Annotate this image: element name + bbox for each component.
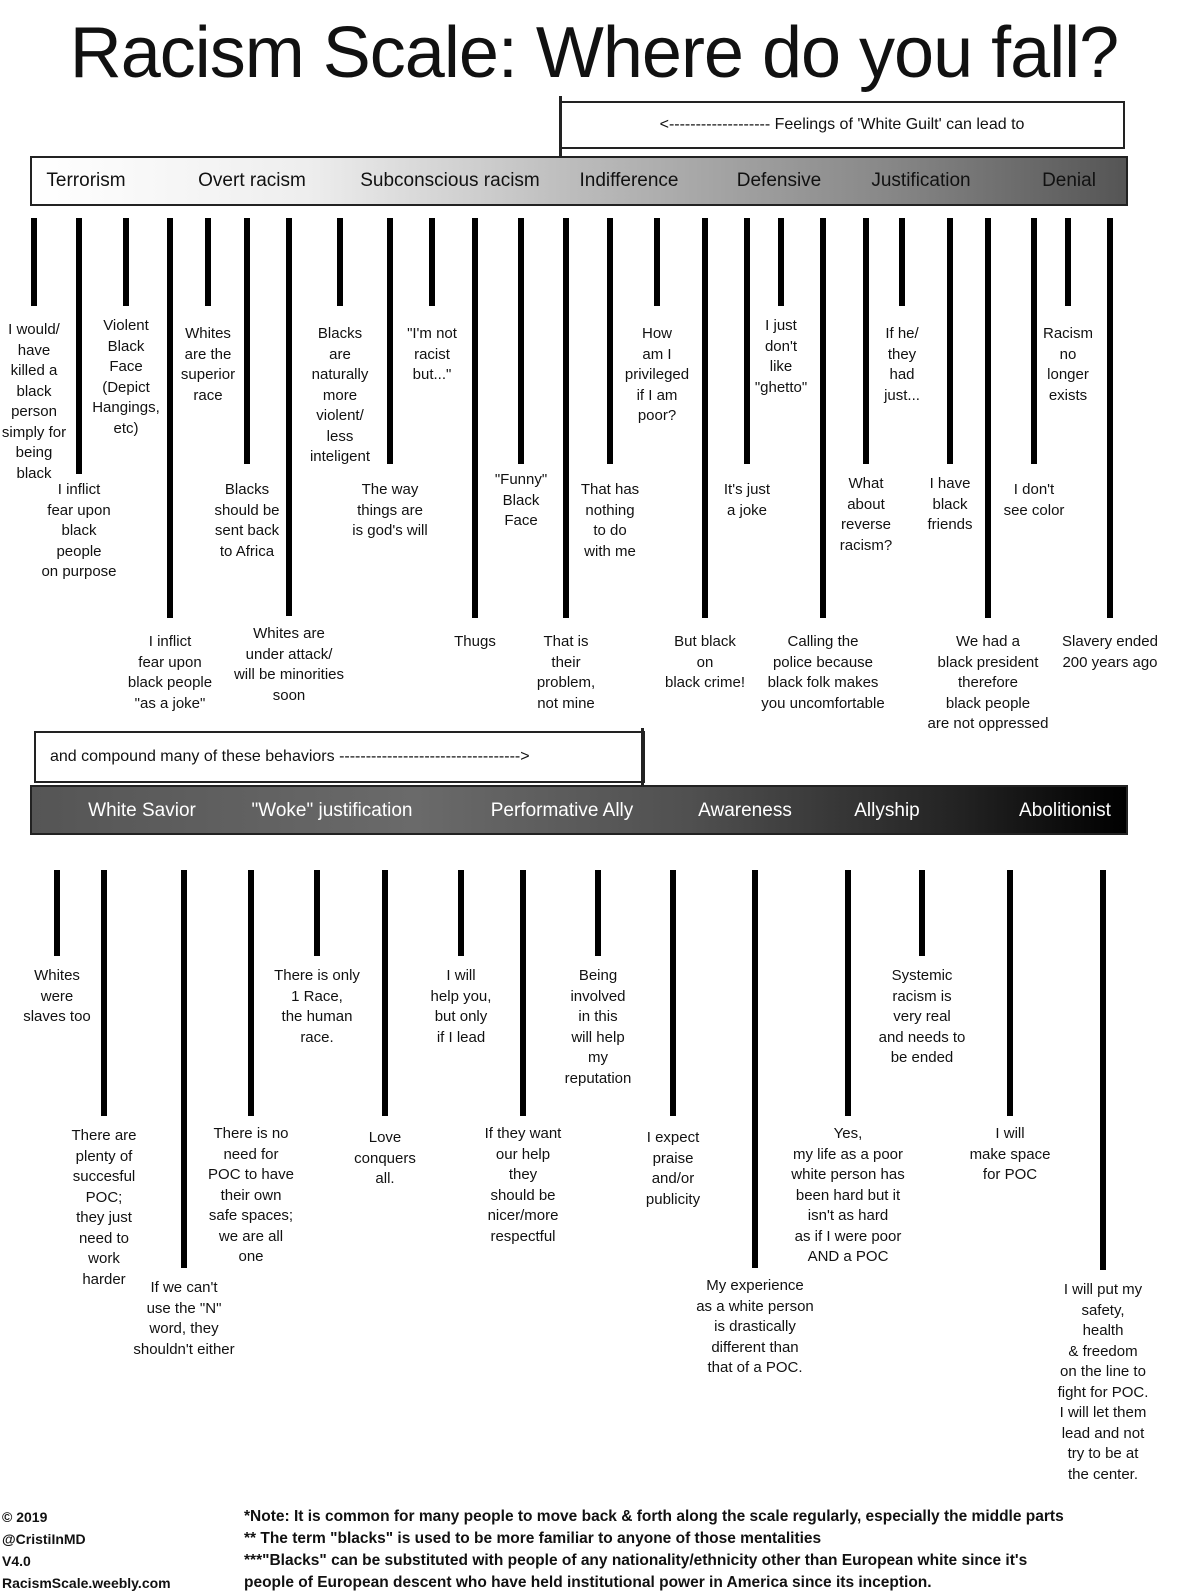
scale-item-label: If we can't use the "N" word, they shouldn't either [133, 1279, 235, 1358]
scale-marker-bar [472, 218, 478, 618]
scale-marker-bar [845, 870, 851, 1116]
scale-category: Terrorism [46, 170, 126, 191]
scale-marker-bar [337, 218, 343, 306]
scale-marker-bar [899, 218, 905, 306]
footnotes [244, 1506, 1188, 1594]
scale-item-label: "Funny" Black Face [494, 471, 548, 529]
scale-item-label: Whites were slaves too [23, 967, 91, 1025]
scale-marker-bar [985, 218, 991, 618]
scale-item-label: Violent Black Face (Depict Hangings, etc) [92, 317, 160, 437]
scale-item-label: There is only 1 Race, the human race. [274, 967, 360, 1046]
scale-category: Performative Ally [490, 800, 634, 821]
scale-category: Denial [1042, 170, 1096, 191]
scale-marker-bar [1065, 218, 1071, 306]
scale-item-label: What about reverse racism? [839, 475, 893, 554]
callout-connector [559, 96, 562, 164]
scale-marker-bar [778, 218, 784, 306]
scale-item-label: There are plenty of succesful POC; they just need to work harder [71, 1127, 137, 1288]
scale-item-label: Whites are the superior race [180, 325, 236, 404]
scale-item-label: Whites are under attack/ will be minorities soon [233, 625, 345, 704]
scale-category: Justification [871, 170, 971, 191]
scale-marker-bar [1107, 218, 1113, 618]
scale-item-label: I just don't like "ghetto" [754, 317, 808, 396]
scale-item-label: There is no need for POC to have their own safe spaces; we are all one [208, 1125, 294, 1265]
scale-marker-bar [244, 218, 250, 464]
scale-marker-bar [54, 870, 60, 956]
scale-marker-bar [101, 870, 107, 1116]
scale-marker-bar [654, 218, 660, 306]
scale-category: "Woke" justification [251, 800, 413, 821]
scale-marker-bar [595, 870, 601, 956]
scale-item-label: That has nothing to do with me [580, 481, 640, 560]
footnote: ** The term "blacks" is used to be more familiar to anyone of those mentalities [244, 1530, 822, 1547]
scale-category: Awareness [698, 800, 792, 821]
scale-marker-bar [181, 870, 187, 1268]
scale-item-label: But black on black crime! [664, 633, 746, 691]
scale-item-label: I have black friends [927, 475, 973, 533]
scale-item-label: If they want our help they should be nicer/more respectful [484, 1125, 562, 1245]
scale-item-label: The way things are is god's will [352, 481, 428, 539]
scale-marker-bar [382, 870, 388, 1116]
page-title: Racism Scale: Where do you fall? [69, 13, 1119, 93]
scale-item-label: My experience as a white person is drastically different than that of a POC. [696, 1277, 814, 1376]
scale-marker-bar [1007, 870, 1013, 1116]
scale-category: Subconscious racism [360, 170, 540, 191]
allyship-scale-band [30, 785, 1128, 835]
scale-marker-bar [1100, 870, 1106, 1270]
scale-item-label: I inflict fear upon black people "as a joke" [127, 633, 213, 712]
footnote: ***"Blacks" can be substituted with people of any nationality/ethnicity other than European white since it's [244, 1552, 1028, 1569]
scale-item-label: I expect praise and/or publicity [645, 1129, 701, 1208]
scale-item-label: How am I privileged if I am poor? [624, 325, 690, 424]
scale-item-label: Being involved in this will help my reputation [564, 967, 632, 1087]
scale-item-label: I inflict fear upon black people on purpose [41, 481, 117, 580]
footnote: people of European descent who have held institutional power in America since its inception. [244, 1574, 932, 1591]
scale-marker-bar [670, 870, 676, 1116]
scale-item-label: That is their problem, not mine [536, 633, 596, 712]
compound-behaviors-callout [34, 731, 645, 783]
footnote: *Note: It is common for many people to move back & forth along the scale regularly, especially the middle parts [244, 1508, 1064, 1525]
scale-item-label: We had a black president therefore black people are not oppressed [927, 633, 1049, 732]
scale-marker-bar [919, 870, 925, 956]
scale-category: White Savior [88, 800, 196, 821]
scale-item-label: I don't see color [1003, 481, 1065, 519]
scale-marker-bar [167, 218, 173, 618]
scale-item-label: "I'm not racist but..." [407, 325, 457, 383]
scale-marker-bar [702, 218, 708, 618]
copyright-info: © 2019 @CristiInMD V4.0 RacismScale.weebly.com [2, 1509, 171, 1591]
scale-category: Overt racism [198, 170, 306, 191]
racism-scale-band [30, 156, 1128, 206]
scale-category: Abolitionist [1019, 800, 1111, 821]
scale-item-label: If he/ they had just... [884, 325, 920, 404]
scale-item-label: Slavery ended 200 years ago [1062, 633, 1158, 671]
scale-item-label: Yes, my life as a poor white person has been hard but it isn't as hard as if I were poor AND a POC [791, 1125, 905, 1265]
scale-marker-bar [458, 870, 464, 956]
scale-category: Defensive [736, 170, 822, 191]
scale-marker-bar [947, 218, 953, 464]
scale-marker-bar [123, 218, 129, 306]
scale-item-label: I will make space for POC [969, 1125, 1051, 1183]
scale-marker-bar [820, 218, 826, 618]
scale-marker-bar [314, 870, 320, 956]
scale-item-label: Systemic racism is very real and needs to be ended [878, 967, 966, 1066]
scale-item-label: Calling the police because black folk makes you uncomfortable [761, 633, 885, 712]
scale-item-label: I will help you, but only if I lead [430, 967, 492, 1046]
scale-marker-bar [429, 218, 435, 306]
scale-item-label: I would/ have killed a black person simply for being black [1, 321, 67, 482]
scale-marker-bar [752, 870, 758, 1268]
scale-marker-bar [205, 218, 211, 306]
scale-item-label: It's just a joke [723, 481, 771, 519]
scale-item-label: Blacks should be sent back to Africa [214, 481, 280, 560]
scale-item-label: Racism no longer exists [1042, 325, 1093, 404]
scale-item-label: I will put my safety, health & freedom on the line to fight for POC. I will let them lead and not try to be at the center. [1057, 1281, 1149, 1483]
white-guilt-callout [559, 101, 1125, 149]
scale-item-label: Love conquers all. [354, 1129, 416, 1187]
scale-item-label: Thugs [454, 633, 496, 650]
scale-marker-bar [520, 870, 526, 1116]
scale-marker-bar [31, 218, 37, 306]
scale-marker-bar [518, 218, 524, 464]
compound-behaviors-callout-text: and compound many of these behaviors ----------------------------------> [50, 748, 530, 765]
scale-category: Allyship [854, 800, 920, 821]
scale-category: Indifference [579, 170, 679, 191]
white-guilt-callout-text: <------------------- Feelings of 'White Guilt' can lead to [659, 116, 1025, 133]
scale-item-label: Blacks are naturally more violent/ less inteligent [309, 325, 371, 465]
